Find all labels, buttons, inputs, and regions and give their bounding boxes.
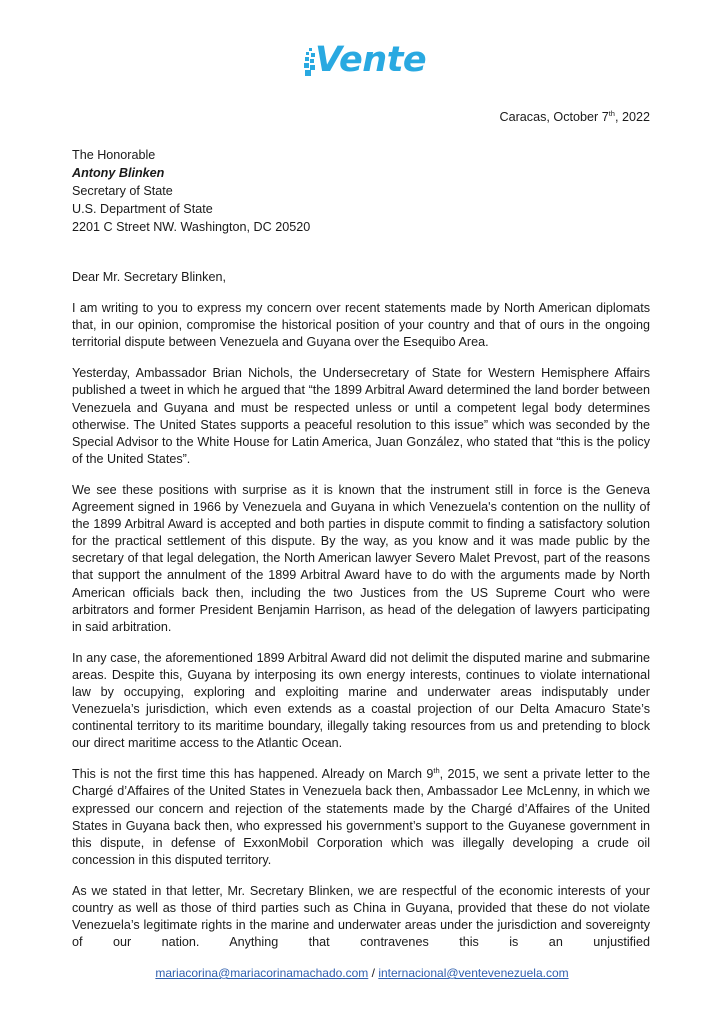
date-ordinal: th xyxy=(608,109,615,118)
recipient-address: 2201 C Street NW. Washington, DC 20520 xyxy=(72,220,311,234)
recipient-name: Antony Blinken xyxy=(72,166,165,180)
recipient-honorific: The Honorable xyxy=(72,148,156,162)
paragraph: As we stated in that letter, Mr. Secretary Blinken, we are respectful of the economic interests of your country as well as those of third parties such as China in Guyana, provided that these do not violate Venezuela’s legitimate rights in the marine and underwater areas under the jurisdiction and sovereignty of our nation. Anything that contravenes this is an unjustified xyxy=(72,883,650,950)
paragraph-ordinal: th xyxy=(433,766,440,776)
paragraph: In any case, the aforementioned 1899 Arbitral Award did not delimit the disputed marine and submarine areas. Despite this, Guyana by interposing its own energy interests, continues to violate international law by occupying, exploring and exploiting marine and underwater areas indisputably under Venezuela’s jurisdiction, which even extends as a coastal projection of our Delta Amacuro State’s continental territory to its maritime boundary, illegally taking resources from us and pretending to block our direct maritime access to the Atlantic Ocean. xyxy=(72,650,650,751)
paragraph-text: , 2015, we sent a private letter to the Chargé d’Affaires of the United States in Venezuela back then, Ambassador Lee McLenny, in which we expressed our concern and rejection of the statements made by the Chargé d’Affaires of the United States in Guyana back then, who expressed his government’s support to the Guyanese government in this dispute, in defense of ExxonMobil Corporation which was illegally developing a crude oil concession in this disputed territory. xyxy=(72,767,650,867)
vente-logo xyxy=(303,36,426,80)
footer-separator: / xyxy=(368,966,379,980)
salutation: Dear Mr. Secretary Blinken, xyxy=(72,270,226,284)
paragraph: Yesterday, Ambassador Brian Nichols, the Undersecretary of State for Western Hemisphere Affairs published a tweet in which he argued that “the 1899 Arbitral Award determined the land border between Venezuela and Guyana and must be respected unless or until a competent legal body determines otherwise. The United States supports a peaceful resolution to this issue” which was seconded by the Special Advisor to the White House for Latin America, Juan González, who stated that “this is the policy of the United States”. xyxy=(72,366,650,466)
paragraph: We see these positions with surprise as it is known that the instrument still in force is the Geneva Agreement signed in 1966 by Venezuela and Guyana in which Venezuela's contention on the nullity of the 1899 Arbitral Award is accepted and both parties in dispute commit to finding a satisfactory solution for the practical settlement of this dispute. By the way, as you know and it was made public by the secretary of that legal delegation, the North American lawyer Severo Malet Prevost, part of the reasons that support the annulment of the 1899 Arbitral Award have to do with the arguments made by North American officials back then, including the two Justices from the US Supreme Court who were arbitrators and former President Benjamin Harrison, as head of the delegation of lawyers participating in said arbitration. xyxy=(72,482,650,634)
letter-date xyxy=(500,110,650,124)
logo-text: Vente xyxy=(315,40,427,80)
email-link-internacional[interactable]: internacional@ventevenezuela.com xyxy=(378,966,569,980)
footer-contacts xyxy=(0,966,724,980)
date-year: , 2022 xyxy=(614,110,650,124)
logo-pixel-icon xyxy=(303,46,317,80)
recipient-block xyxy=(72,146,650,236)
letter-body xyxy=(72,146,650,951)
paragraph-text: This is not the first time this has happened. Already on March 9 xyxy=(72,767,434,782)
email-link-mariacorina[interactable]: mariacorina@mariacorinamachado.com xyxy=(155,966,369,980)
recipient-department: U.S. Department of State xyxy=(72,202,213,216)
paragraph xyxy=(72,766,650,869)
date-text: Caracas, October 7 xyxy=(499,110,609,124)
recipient-title: Secretary of State xyxy=(72,184,173,198)
paragraph: I am writing to you to express my concern over recent statements made by North American diplomats that, in our opinion, compromise the historical position of your country and that of ours in the ongoing territorial dispute between Venezuela and Guyana over the Esequibo Area. xyxy=(72,301,650,350)
